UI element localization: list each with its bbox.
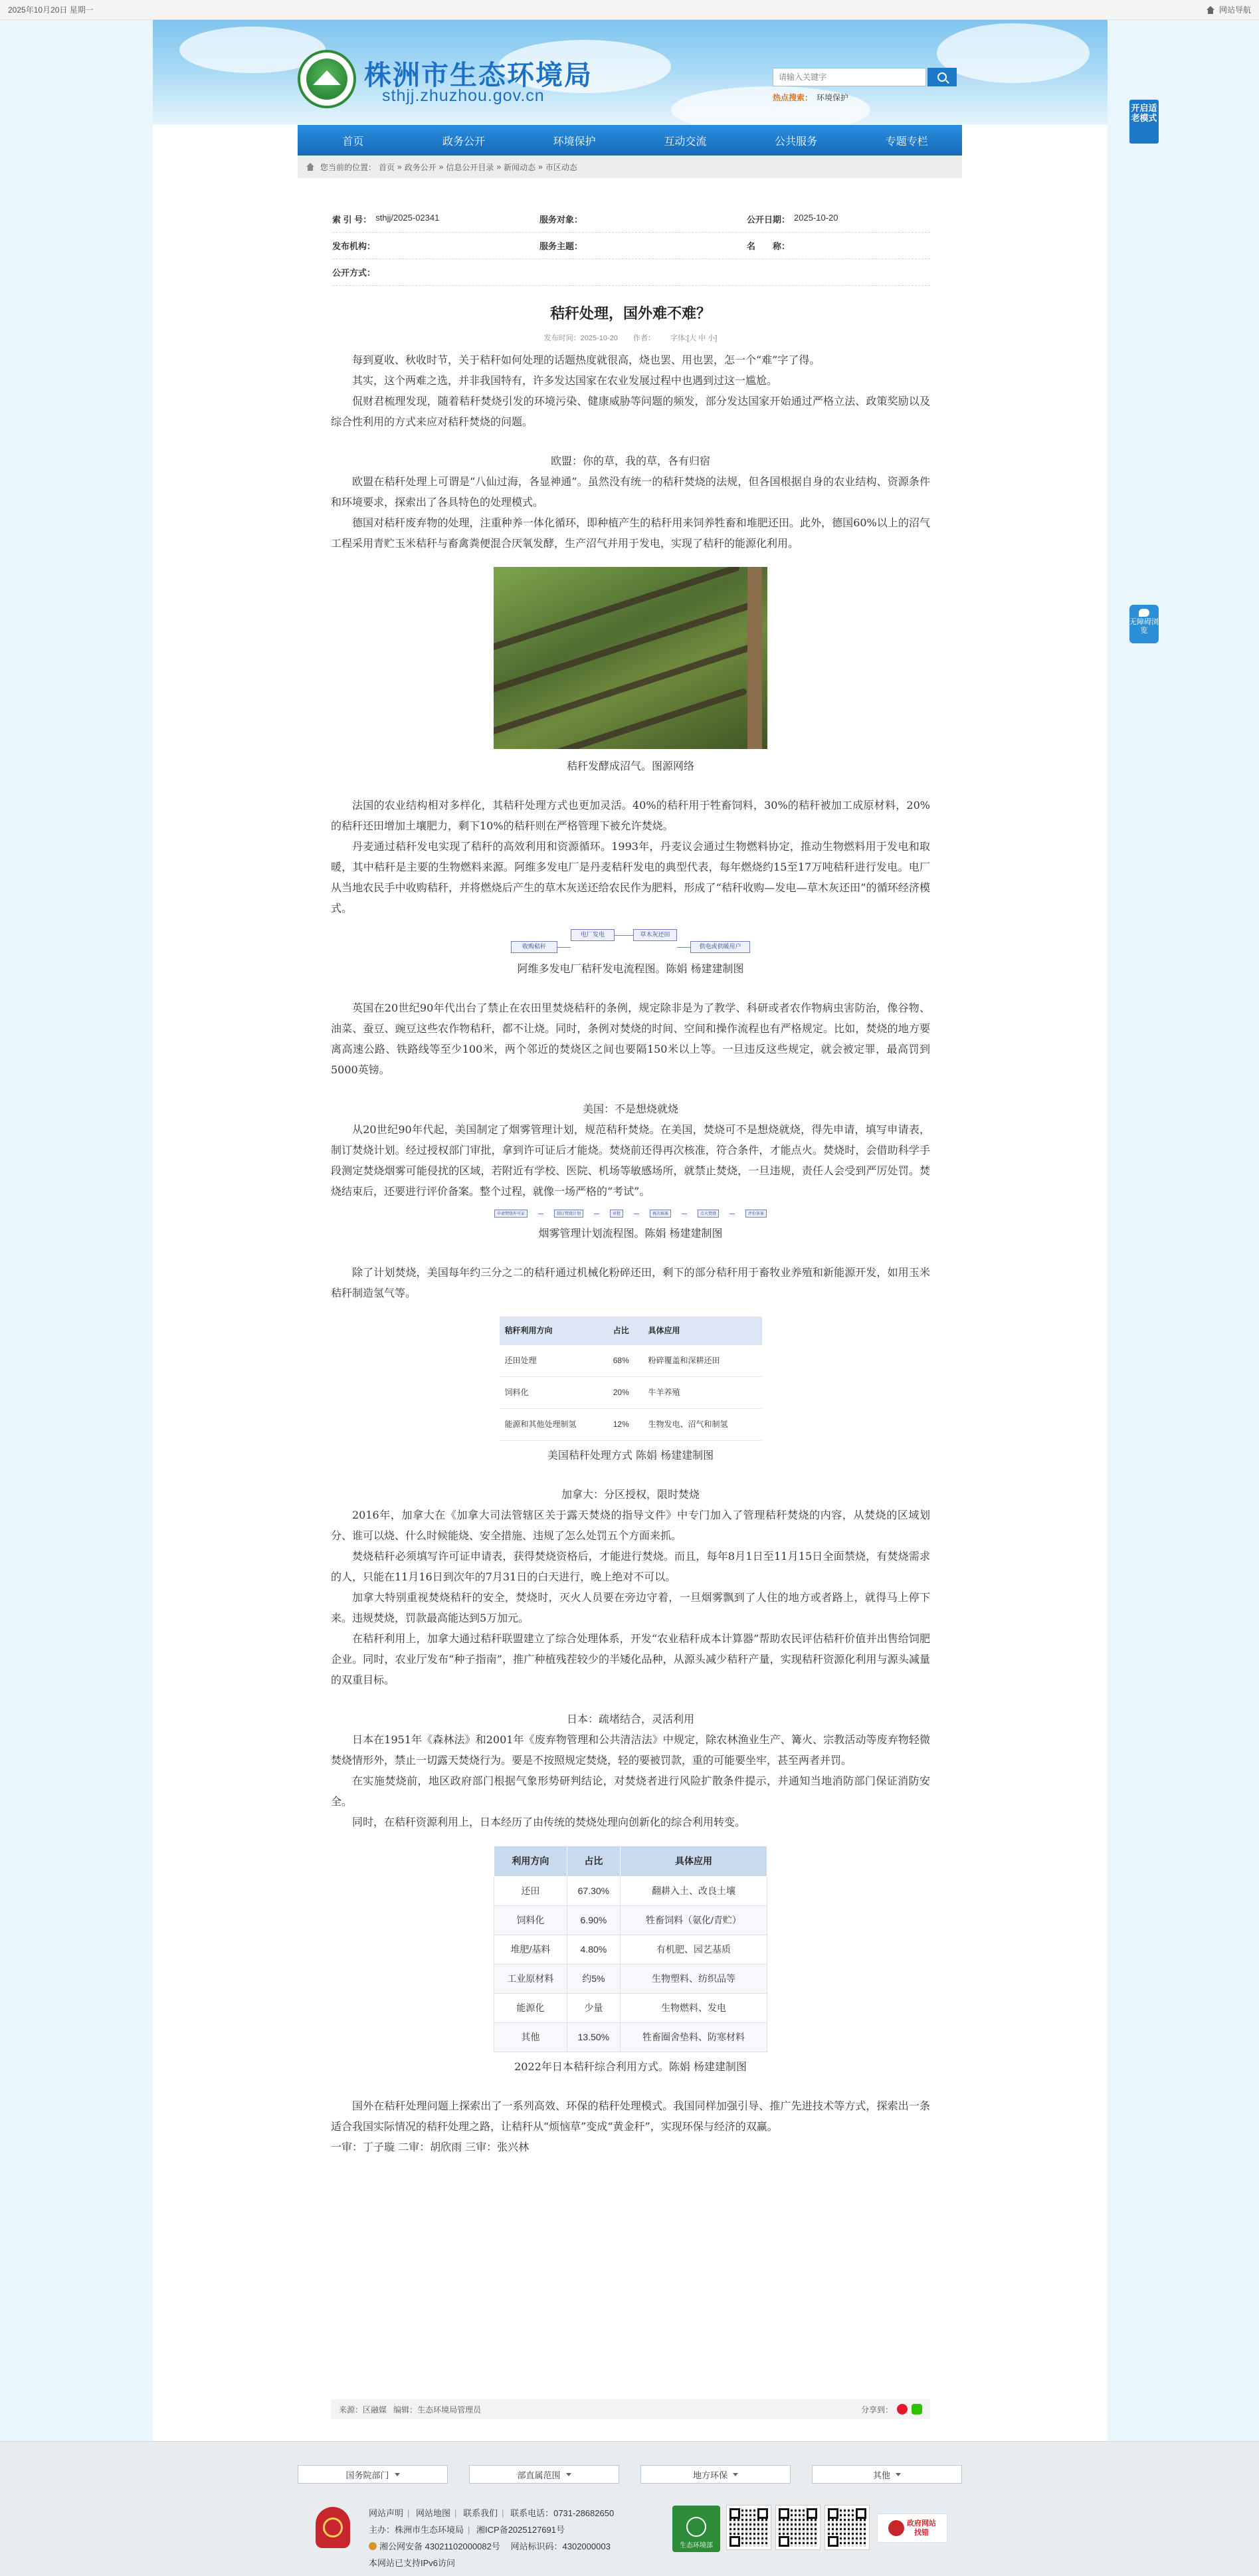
police-badge-icon [369,2542,377,2550]
footer-site-code-label: 网站标识码： [510,2541,563,2551]
breadcrumb-item[interactable]: 信息公开目录 [446,162,494,172]
article-title: 秸秆处理，国外难不难？ [549,305,711,322]
table-cell: 生物塑料、纺织品等 [620,1965,767,1994]
meta-name [747,239,930,252]
table-header: 秸秆利用方向 [500,1317,608,1345]
flow-node: 草木灰还田 [633,929,677,941]
power-plant-flowchart [511,928,750,958]
site-domain: sthjj.zhuzhou.gov.cn [382,86,545,105]
nav-special-topics[interactable]: 专题专栏 [885,136,928,148]
chevron-down-icon [395,2473,400,2476]
main-nav [298,125,962,156]
table-cell: 牲畜圈舍垫料、防寒材料 [620,2023,767,2052]
table-cell: 生物燃料、发电 [620,1994,767,2023]
chevron-down-icon [896,2473,901,2476]
breadcrumb-sep: » [438,162,444,171]
footer-dropdown-ministry[interactable] [469,2465,619,2484]
dropdown-label: 地方环保 [692,2470,727,2480]
straw-row [494,567,740,657]
qr-code-icon [825,2506,869,2549]
paragraph: 加拿大特别重视焚烧秸秆的安全，焚烧时，灭火人员要在旁边守着，一旦烟雾飘到了人住的地方或者路上，就得马上停下来。违规焚烧，罚款最高能达到5万加元。 [331,1591,930,1624]
paragraph: 国外在秸秆处理问题上探索出了一系列高效、环保的秸秆处理模式。我国同样加强引导、推广先进技术等方式，探索出一条适合我国实际情况的秸秆处理之路，让秸秆从“烦恼草”变成“黄金秆”，实现环保与经济的双赢。 [331,2099,930,2133]
national-emblem-icon [888,2520,904,2536]
meta-row [332,233,930,259]
dropdown-label: 其他 [872,2470,890,2480]
paragraph: 法国的农业结构相对多样化，其秸秆处理方式也更加灵活。40%的秸秆用于牲畜饲料，30%的秸秆被加工成原材料，20%的秸秆还田增加土壤肥力，剩下10%的秸秆则在严格管理下被允许焚烧。 [331,799,930,832]
footer-ipv6: 本网站已支持IPv6访问 [369,2558,456,2568]
table-cell: 粉碎覆盖和深耕还田 [642,1345,761,1377]
table-header: 占比 [608,1317,643,1345]
nav-gov-affairs[interactable]: 政务公开 [442,136,486,148]
table-row [494,1906,767,1935]
paragraph: 英国在20世纪90年代出台了禁止在农田里焚烧秸秆的条例，规定除非是为了教学、科研或者农作物病虫害防治，像谷物、油菜、蚕豆、豌豆这些农作物秸秆，都不让烧。同时，条例对焚烧的时间、空间和操作流程也有严格规定。比如，焚烧的地方要离高速公路、铁路线等至少100米，两个邻近的焚烧区之间也要隔150米以上等。一旦违反这些规定，就会被定罪，最高罚到5000英镑。 [331,1002,930,1076]
straw-row [494,643,753,736]
meta-value: 2025-10-20 [794,213,838,223]
share-group [861,2404,922,2415]
table-row [494,1935,767,1965]
page-shell [153,20,1159,2441]
flow-node: 评价备案 [745,1210,767,1218]
meta-row [332,206,930,233]
paragraph: 除了计划焚烧，美国每年约三分之二的秸秆通过机械化粉碎还田，剩下的部分秸秆用于畜牧业养殖和新能源开发，如用玉米秸秆制造氢气等。 [331,1266,930,1299]
table-cell: 牛羊养殖 [642,1377,761,1409]
table-cell: 其他 [494,2023,567,2052]
image-caption: 阿维多发电厂秸秆发电流程图。陈娟 杨建建制图 [517,962,744,975]
table-header: 具体应用 [620,1846,767,1877]
eco-logo-label: 生态环境部 [680,2542,713,2549]
bureau-logo-emblem[interactable] [298,50,356,108]
footer-sponsor: 主办：株洲市生态环境局 [369,2525,464,2535]
footer-dropdown-state-council[interactable] [298,2465,448,2484]
japan-straw-table [494,1846,767,2052]
table-cell: 能源化 [494,1994,567,2023]
paragraph: 从20世纪90年代起，美国制定了烟雾管理计划，规范秸秆焚烧。在美国，焚烧可不是想烧就烧，得先申请，填写申请表，制订焚烧计划。经过授权部门审批，拿到许可证后才能烧。焚烧前还得再次核准，符合条件，才能点火。焚烧时，会借助科学手段测定焚烧烟雾可能侵扰的区域，若附近有学校、医院、机场等敏感场所，就禁止焚烧，一旦违规，责任人会受到严厉处罚。焚烧结束后，还要进行评价备案。整个过程，就像一场严格的“考试”。 [331,1123,930,1198]
flow-node: 电厂发电 [571,929,615,941]
breadcrumb-item[interactable]: 首页 [379,162,395,172]
flow-node: 申请焚烧许可证 [494,1210,528,1218]
footer-dropdown-other[interactable] [812,2465,962,2484]
meta-key: 公开方式： [332,268,376,278]
footer-link-statement[interactable]: 网站声明 [369,2508,404,2518]
meta-key: 服务对象： [539,215,583,225]
nav-home[interactable]: 首页 [342,136,364,148]
table-header: 具体应用 [642,1317,761,1345]
footer-link-dropdowns [298,2465,962,2484]
breadcrumb-prefix: 您当前的位置： [320,162,377,172]
info-metadata [332,206,930,286]
article-subinfo [331,332,930,343]
chevron-down-icon [566,2473,571,2476]
flow-node: 审批 [610,1210,623,1218]
footer-link-sitemap[interactable]: 网站地图 [416,2508,451,2518]
table-cell: 约5% [567,1965,620,1994]
table-cell: 67.30% [567,1877,620,1906]
paragraph: 同时，在秸秆资源利用上，日本经历了由传统的焚烧处理向创新化的综合利用转变。 [352,1816,746,1828]
eco-ministry-logo[interactable] [672,2506,720,2552]
table-cell: 20% [608,1377,643,1409]
image-caption: 烟雾管理计划流程图。陈娟 杨建建制图 [538,1227,723,1239]
error-report-label: 政府网站 找错 [907,2520,936,2537]
table-row [494,1994,767,2023]
table-row [500,1409,762,1441]
mountain-emblem-icon [306,58,347,100]
source-info [339,2404,481,2415]
editor-label: 编辑： [393,2405,418,2415]
image-caption: 2022年日本秸秆综合利用方式。陈娟 杨建建制图 [514,2060,747,2073]
table-row [500,1345,762,1377]
paragraph: 在秸秆利用上，加拿大通过秸秆联盟建立了综合处理体系，开发“农业秸秆成本计算器”帮助农民评估秸秆价值并出售给饲肥企业。同时，农业厅发布“种子指南”，推广种植残茬较少的半矮化品种，从源头减少秸秆产量，实现秸秆资源化利用与源头减量的双重目标。 [331,1632,930,1686]
home-icon [306,163,315,171]
weibo-icon[interactable] [897,2404,908,2415]
breadcrumb [298,156,962,178]
flow-node: 供电或供暖用户 [690,941,750,953]
table-cell: 工业原材料 [494,1965,567,1994]
section-heading: 日本：疏堵结合，灵活利用 [566,1713,694,1725]
site-name[interactable]: 株洲市生态环境局 [364,60,593,90]
breadcrumb-item[interactable]: 新闻动态 [504,162,536,172]
flow-arrow [677,947,690,948]
straw-row [494,601,753,698]
paragraph: 侃财君梳理发现，随着秸秆焚烧引发的环境污染、健康威胁等问题的频发，部分发达国家开始通过严格立法、政策奖励以及综合性利用的方式来应对秸秆焚烧的问题。 [331,395,930,428]
table-cell: 生物发电、沼气和制氢 [642,1409,761,1441]
chevron-down-icon [733,2473,738,2476]
footer-dropdown-local[interactable] [640,2465,791,2484]
search-icon [937,72,947,82]
meta-index [332,213,539,225]
home-icon [1206,6,1215,14]
table-cell: 还田 [494,1877,567,1906]
hot-search [773,92,848,103]
table-row [494,1965,767,1994]
source-bar [331,2399,930,2419]
article-body [331,350,930,2157]
table-cell: 13.50% [567,2023,620,2052]
table-cell: 翻耕入土、改良土壤 [620,1877,767,1906]
table-row [494,1877,767,1906]
footer-info: 网站声明 | 网站地图 | 联系我们 | 联系电话：0731-28682650 主办：株洲市生态环境局 | 湘ICP备2025127691号 湘公网安备 43021102000082号 网站标识码：4302000003 本网站已支持IPv6访问 [369,2508,615,2568]
site-header [153,20,1108,125]
site-nav-link[interactable] [1206,4,1251,15]
table-header: 利用方向 [494,1846,567,1877]
flow-node: 收购秸秆 [511,941,557,953]
paragraph: 在实施焚烧前，地区政府部门根据气象形势研判结论，对焚烧者进行风险扩散条件提示，并通知当地消防部门保证消防安全。 [331,1774,930,1808]
breadcrumb-sep: » [538,162,543,171]
share-label: 分享到： [860,2405,893,2415]
flow-arrow [615,935,633,936]
paragraph: 2016年，加拿大在《加拿大司法管辖区关于露天焚烧的指导文件》中专门加入了管理秸秆焚烧的内容，从焚烧的区域划分、谁可以烧、什么时候能烧、安全措施、违规了怎么处罚五个方面来抓。 [331,1509,930,1542]
table-row [494,2023,767,2052]
search-input[interactable] [773,68,926,86]
source-label: 来源： [339,2405,363,2415]
flow-node: 点火焚烧 [698,1210,719,1218]
footer-icp[interactable]: 湘ICP备2025127691号 [476,2525,565,2535]
straw-field-photo [494,567,767,749]
wechat-icon[interactable] [912,2404,922,2415]
table-cell: 还田处理 [500,1345,608,1377]
elder-mode-button[interactable]: 开启适老模式 [1129,100,1159,144]
table-cell: 4.80% [567,1935,620,1965]
table-cell: 68% [608,1345,643,1377]
table-cell: 少量 [567,1994,620,2023]
section-heading: 欧盟：你的草，我的草，各有归宿 [550,455,710,467]
meta-key: 服务主题： [539,241,583,251]
article [331,302,930,2157]
author: 作者： [633,334,655,342]
meta-key: 索 引 号： [332,215,372,225]
font-size-control[interactable]: 字体:[大 中 小] [670,334,718,342]
publish-time: 发布时间：2025-10-20 [543,334,618,342]
image-caption: 美国秸秆处理方式 陈娟 杨建建制图 [547,1449,714,1461]
table-header-row [494,1846,767,1877]
image-caption: 秸秆发酵成沼气。图源网络 [566,760,694,772]
editor-value: 生态环境局管理员 [417,2405,482,2415]
breadcrumb-sep: » [496,162,502,171]
meta-row [332,259,930,286]
qr-code-icon [776,2506,820,2549]
accessibility-button[interactable] [1129,605,1159,643]
accessibility-label: 无障碍浏览 [1129,618,1159,635]
table-cell: 12% [608,1409,643,1441]
table-cell: 牲畜饲料（氨化/青贮） [620,1906,767,1935]
breadcrumb-item[interactable]: 政务公开 [404,162,436,172]
paragraph: 德国对秸秆废弃物的处理，注重种养一体化循环，即种植产生的秸秆用来饲养牲畜和堆肥还田。此外，德国60%以上的沼气工程采用青贮玉米秸秆与畜禽粪便混合厌氧发酵，生产沼气并用于发电，实现了秸秆的能源化利用。 [331,516,930,550]
meta-key: 名 称： [747,241,791,251]
footer-phone: 联系电话：0731-28682650 [510,2508,615,2518]
flow-node: 制订焚烧计划 [554,1210,583,1218]
search-button[interactable] [927,68,957,86]
table-cell: 饲料化 [494,1906,567,1935]
table-cell: 堆肥/基料 [494,1935,567,1965]
paragraph: 日本在1951年《森林法》和2001年《废弃物管理和公共清洁法》中规定，除农林渔业生产、篝火、宗教活动等废弃物轻微焚烧情形外，禁止一切露天焚烧行为。要是不按照规定焚烧，轻的要被罚款，重的可能要坐牢，甚至两者并罚。 [331,1733,930,1767]
section-heading: 美国：不是想烧就烧 [582,1103,678,1115]
meta-value: sthjj/2025-02341 [375,213,440,223]
current-date: 2025年10月20日 星期一 [8,5,94,15]
nav-interaction[interactable]: 互动交流 [664,136,707,148]
flow-arrow [557,947,571,948]
table-row [500,1377,762,1409]
meta-object [539,213,747,225]
breadcrumb-item[interactable]: 市区动态 [545,162,577,172]
hot-search-term[interactable]: 环境保护 [817,93,849,102]
site-nav-label: 网站导航 [1218,5,1251,15]
cloud-decoration [937,23,1090,83]
meta-key: 发布机构： [332,241,376,251]
paragraph: 焚烧秸秆必须填写许可证申请表，获得焚烧资格后，才能进行焚烧。而且，每年8月1日至11月15日全面禁烧，有焚烧需求的人，只能在11月16日到次年的7月31日的白天进行，晚上绝对不可以。 [331,1550,930,1583]
table-cell: 6.90% [567,1906,620,1935]
table-header-row [500,1317,762,1345]
paragraph: 丹麦通过秸秆发电实现了秸秆的高效利用和资源循环。1993年，丹麦议会通过生物燃料协定，推动生物燃料用于发电和取暖，其中秸秆是主要的生物燃料来源。阿维多发电厂是丹麦秸秆发电的典型代表，每年燃烧约15至17万吨秸秆进行发电。电厂从当地农民手中收购秸秆，并将燃烧后产生的草木灰送还给农民作为肥料，形成了“秸秆收购—发电—草木灰还田”的循环经济模式。 [331,840,930,914]
eco-emblem-icon [686,2517,706,2537]
nav-public-service[interactable]: 公共服务 [775,136,818,148]
meta-mode [332,266,539,278]
party-gov-emblem-icon[interactable] [316,2507,350,2548]
review-editors: 一审：丁子璇 二审：胡欣雨 三审：张兴林 [331,2141,530,2153]
meta-org [332,239,539,252]
footer-police[interactable]: 湘公网安备 43021102000082号 [379,2541,500,2551]
table-cell: 饲料化 [500,1377,608,1409]
breadcrumb-sep: » [397,162,402,171]
qr-code-icon [727,2506,771,2549]
gov-site-error-report[interactable] [877,2514,947,2543]
dropdown-label: 国务院部门 [345,2470,389,2480]
table-header: 占比 [567,1846,620,1877]
site-footer [0,2441,1259,2576]
smoke-management-flowchart [494,1208,767,1219]
dropdown-label: 部直属范围 [517,2470,561,2480]
paragraph: 欧盟在秸秆处理上可谓是“八仙过海，各显神通”。虽然没有统一的秸秆焚烧的法规，但各国根据自身的农业结构、资源条件和环境要求，探索出了各具特色的处理模式。 [331,475,930,508]
footer-link-contact[interactable]: 联系我们 [463,2508,498,2518]
footer-site-code: 4302000003 [562,2541,611,2551]
meta-key: 公开日期： [747,215,791,225]
top-utility-bar [0,0,1259,20]
table-cell: 有机肥、园艺基质 [620,1935,767,1965]
meta-date [747,213,930,225]
wooden-post [747,567,762,749]
paragraph: 每到夏收、秋收时节，关于秸秆如何处理的话题热度就很高，烧也罢、用也罢，怎一个“难”字了得。 [352,354,821,366]
hot-search-label: 热点搜索： [773,93,813,102]
flow-node: 再次核准 [650,1210,671,1218]
us-straw-table [500,1317,762,1441]
chat-bubble-icon [1139,609,1149,617]
table-cell: 能源和其他处理制氢 [500,1409,608,1441]
section-heading: 加拿大：分区授权，限时焚烧 [561,1488,700,1501]
source-value: 区融媒 [363,2405,387,2415]
nav-env-protection[interactable]: 环境保护 [553,136,596,148]
meta-topic [539,239,747,252]
paragraph: 其实，这个两难之选，并非我国特有，许多发达国家在农业发展过程中也遇到过这一尴尬。 [352,374,778,387]
